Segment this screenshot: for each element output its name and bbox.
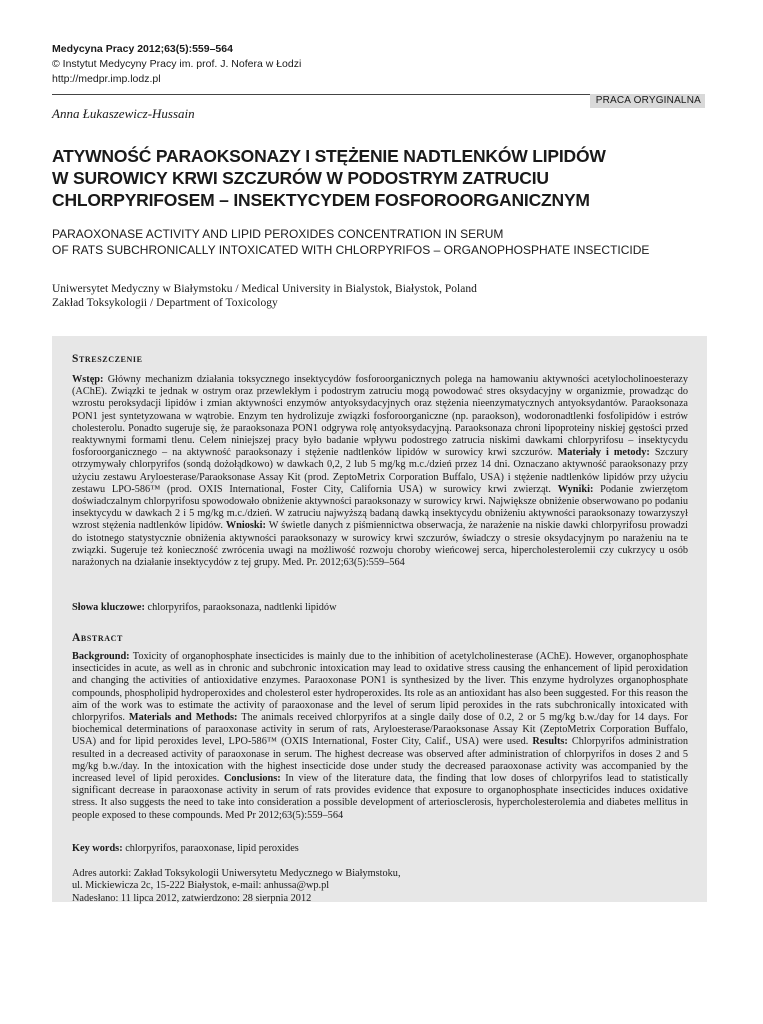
materialy-label: Materiały i metody: [557,447,650,459]
author-name: Anna Łukaszewicz-Hussain [52,106,195,121]
wnioski-text: W świetle danych z piśmiennictwa obserwacja, że narażenie na niskie dawki chlorpyrifosu prowadzi do istotnego statystycznie obniżenia aktywności paraoksonazy w surowicy krwi szczurów, świadczy o stresie oksydacyjnym po narażeniu na te związki. Sugeruje też konieczność zwrócenia uwagi na możliwość rozwoju choroby wieńcowej serca, hipercholesterolemii czy cukrzycy u osób narażonych na działanie insektycydów z tej grupy. Med. Pr. 2012;63(5):559–564 [72,520,688,569]
methods-label: Materials and Methods: [128,712,238,724]
affiliation-line: Uniwersytet Medyczny w Białymstoku / Medical University in Bialystok, Białystok, Poland [52,283,477,295]
journal-url[interactable]: http://medpr.imp.lodz.pl [52,73,161,85]
title-polish-line: W SUROWICY KRWI SZCZURÓW W PODOSTRYM ZATRUCIU [52,168,549,188]
background-text: Toxicity of organophosphate insecticides is mainly due to the inhibition of acetylcholinesterase (AChE). However, organophosphate insecticides in acute, as well as in chronic and subchronic intoxication may lead to oxidative stress causing the enhancement of lipid peroxidation and changing the activities of antioxidative enzymes. Paraoxonase PON1 is synthesized by the liver. This enzyme hydrolyzes organophosphate compounds, phospholipid hydroperoxides and cholesterol ester hydroperoxides. Its role as an antioxidant has also been suggested. For this reason the aim of the work was to estimate the activity of paraoxonase and the level of serum lipid peroxides in the rats subchronically intoxicated with chlorpyrifos. [72,651,688,724]
slowa-kluczowe-label: Słowa kluczowe: [72,602,145,613]
title-polish-line: CHLORPYRIFOSEM – INSEKTYCYDEM FOSFOROORGANICZNYM [52,190,590,210]
key-words [72,843,299,854]
affiliation-line: Zakład Toksykologii / Department of Toxicology [52,297,278,309]
key-words-label: Key words: [72,843,123,854]
journal-citation: Medycyna Pracy 2012;63(5):559–564 [52,43,233,55]
wyniki-text: Podanie zwierzętom doświadczalnym chlorpyrifosu spowodowało obniżenie aktywności paraoksonazy w surowicy krwi. Największe obniżenie obserwowano po podaniu insektycydu w dawkach 2 i 5 mg/kg m.c./dzień. W zatruciu najwyższą badaną dawką insektycydu obniżeniu aktywności paraoksonazy towarzyszył wzrost stężenia nadtlenków lipidów. [72,483,689,532]
slowa-kluczowe [72,602,337,613]
author-address [72,868,401,905]
title-english-line: OF RATS SUBCHRONICALLY INTOXICATED WITH CHLORPYRIFOS – ORGANOPHOSPHATE INSECTICIDE [52,243,650,257]
abstract-body [72,651,688,822]
conclusions-label: Conclusions: [223,773,281,785]
results-label: Results: [532,736,568,748]
streszczenie-heading: Streszczenie [72,353,143,365]
wnioski-label: Wnioski: [225,520,266,532]
streszczenie-body [72,374,688,569]
affiliation [52,282,477,310]
article-type-badge: PRACA ORYGINALNA [590,94,705,108]
title-polish [52,145,672,211]
title-english [52,226,712,258]
abstract-heading: Abstract [72,632,123,644]
title-english-line: PARAOXONASE ACTIVITY AND LIPID PEROXIDES CONCENTRATION IN SERUM [52,227,504,241]
title-polish-line: ATYWNOŚĆ PARAOKSONAZY I STĘŻENIE NADTLENKÓW LIPIDÓW [52,146,606,166]
slowa-kluczowe-text: chlorpyrifos, paraoksonaza, nadtlenki lipidów [144,602,337,613]
conclusions-text: In view of the literature data, the finding that low doses of chlorpyrifos lead to statistically significant decrease in paraoxonase activity in serum of rats provides evidence that exposure to organophosphate insecticides induces oxidative stress. It also suggests the need to take into consideration a possible development of arteriosclerosis, hypercholesterolemia and diabetes mellitus in people exposed to these compounds. Med Pr 2012;63(5):559–564 [72,773,688,821]
methods-text: The animals received chlorpyrifos at a single daily dose of 0.2, 2 or 5 mg/kg b.w./day for 14 days. For biochemical determinations of paraoxonase activity in serum of rats, Aryloesterase/Paraoksonase Assay Kit (ZeptoMetrix Corporation Buffalo, USA) and for lipid peroxides level, LPO-586™ (OXIS International, Foster City, Calif., USA) were used. [72,712,688,748]
address-line: Adres autorki: Zakład Toksykologii Uniwersytetu Medycznego w Białymstoku, [72,868,401,879]
materialy-text: Szczury otrzymywały chlorpyrifos (sondą dożołądkowo) w dawkach 0,2, 2 lub 5 mg/kg m.c./dzień przez 14 dni. Oznaczano aktywność paraoksonazy przy użyciu zestawu Aryloesterase/Paraoksonase Assay Kit (prod. ZeptoMetrix Corporation Buffalo, USA) i stężenie nadtlenków lipidów przy użyciu zestawu LPO-586™ (prod. OXIS International, Foster City, California USA) w surowicy krwi zwierząt. [72,447,688,495]
key-words-text: chlorpyrifos, paraoxonase, lipid peroxides [122,843,299,854]
address-line-email: ul. Mickiewicza 2c, 15-222 Białystok, e-mail: anhussa@wp.pl [72,880,330,892]
publisher-copyright: © Instytut Medycyny Pracy im. prof. J. Nofera w Łodzi [52,58,302,70]
wstep-text: Główny mechanizm działania toksycznego insektycydów fosforoorganicznych polega na hamowaniu aktywności acetylocholinoesterazy (AChE). Związki te jednak w ostrym oraz przewlekłym i podostrym zatruciu mogą powodować stres oksydacyjny w organizmie, prowadząc do wzrostu peroksydacji lipidów i zmian aktywności enzymów antyoksydacyjnych oraz stężenia nieenzymatycznych antyoksydantów. Paraoksonaza PON1 jest syntetyzowana w wątrobie. Enzym ten hydrolizuje związki fosforoorganiczne (np. paraokson), wodoronadtlenki fosfolipidów i estrów cholesterolu. Ponadto sugeruje się, że paraoksonaza PON1 odgrywa rolę antyoksydacyjną. Paraoksonaza chroni lipoproteiny niskiej gęstości przed reaktywnymi formami tlenu. Celem niniejszej pracy było badanie wpływu podostrego zatrucia niskimi dawkami chlorpyrifosu – insektycydu fosforoorganicznego – na aktywność paraoksonazy i stężenie nadtlenków lipidów w surowicy krwi szczurów. [72,374,688,459]
journal-header [52,42,301,87]
results-text: Chlorpyrifos administration resulted in a decreased activity of paraoxonase in serum. The highest decrease was observed after administration of chlorpyrifos in doses 2 and 5 mg/kg b.w./day. In the intoxication with the highest insecticide dose under study the decreased paraoxonase activity was accompanied by the increased level of lipid peroxides. [72,736,688,785]
submission-dates: Nadesłano: 11 lipca 2012, zatwierdzono: 28 sierpnia 2012 [72,892,312,904]
wyniki-label: Wyniki: [557,483,594,495]
background-label: Background: [72,651,130,662]
wstep-label: Wstęp: [72,374,104,385]
